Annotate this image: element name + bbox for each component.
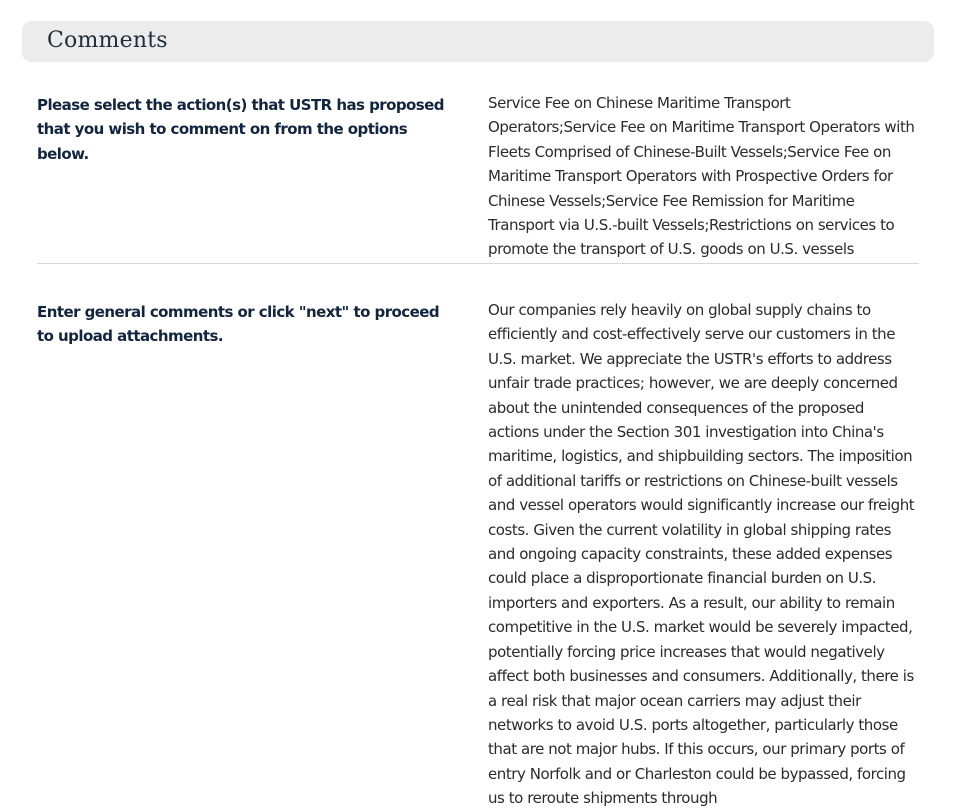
general-comments-field-row [37, 298, 919, 808]
actions-field-label: Please select the action(s) that USTR has proposed that you wish to comment on from the options below. [37, 96, 444, 163]
comments-section-header [22, 21, 934, 62]
section-title: Comments [47, 28, 168, 53]
general-comments-field-value: Our companies rely heavily on global supply chains to efficiently and cost-effectively serve our customers in the U.S. market. We appreciate the USTR's efforts to address unfair trade practices; however, we are deeply concerned about the unintended consequences of the proposed actions under the Section 301 investigation into China's maritime, logistics, and shipbuilding sectors. The imposition of additional tariffs or restrictions on Chinese-built vessels and vessel operators would significantly increase our freight costs. Given the current volatility in global shipping rates and ongoing capacity constraints, these added expenses could place a disproportionate financial burden on U.S. importers and exporters. As a result, our ability to remain competitive in the U.S. market would be severely impacted, potentially forcing price increases that would negatively affect both businesses and consumers. Additionally, there is a real risk that major ocean carriers may adjust their networks to avoid U.S. ports altogether, particularly those that are not major hubs. If this occurs, our primary ports of entry Norfolk and or Charleston could be bypassed, forcing us to reroute shipments through [488, 301, 915, 808]
actions-field-row [37, 91, 919, 264]
general-comments-field-label: Enter general comments or click "next" to proceed to upload attachments. [37, 303, 440, 346]
actions-field-value: Service Fee on Chinese Maritime Transport Operators;Service Fee on Maritime Transport Operators with Fleets Comprised of Chinese-Built Vessels;Service Fee on Maritime Transport Operators with Prospective Orders for Chinese Vessels;Service Fee Remission for Maritime Transport via U.S.-built Vessels;Restrictions on services to promote the transport of U.S. goods on U.S. vessels [488, 94, 915, 259]
